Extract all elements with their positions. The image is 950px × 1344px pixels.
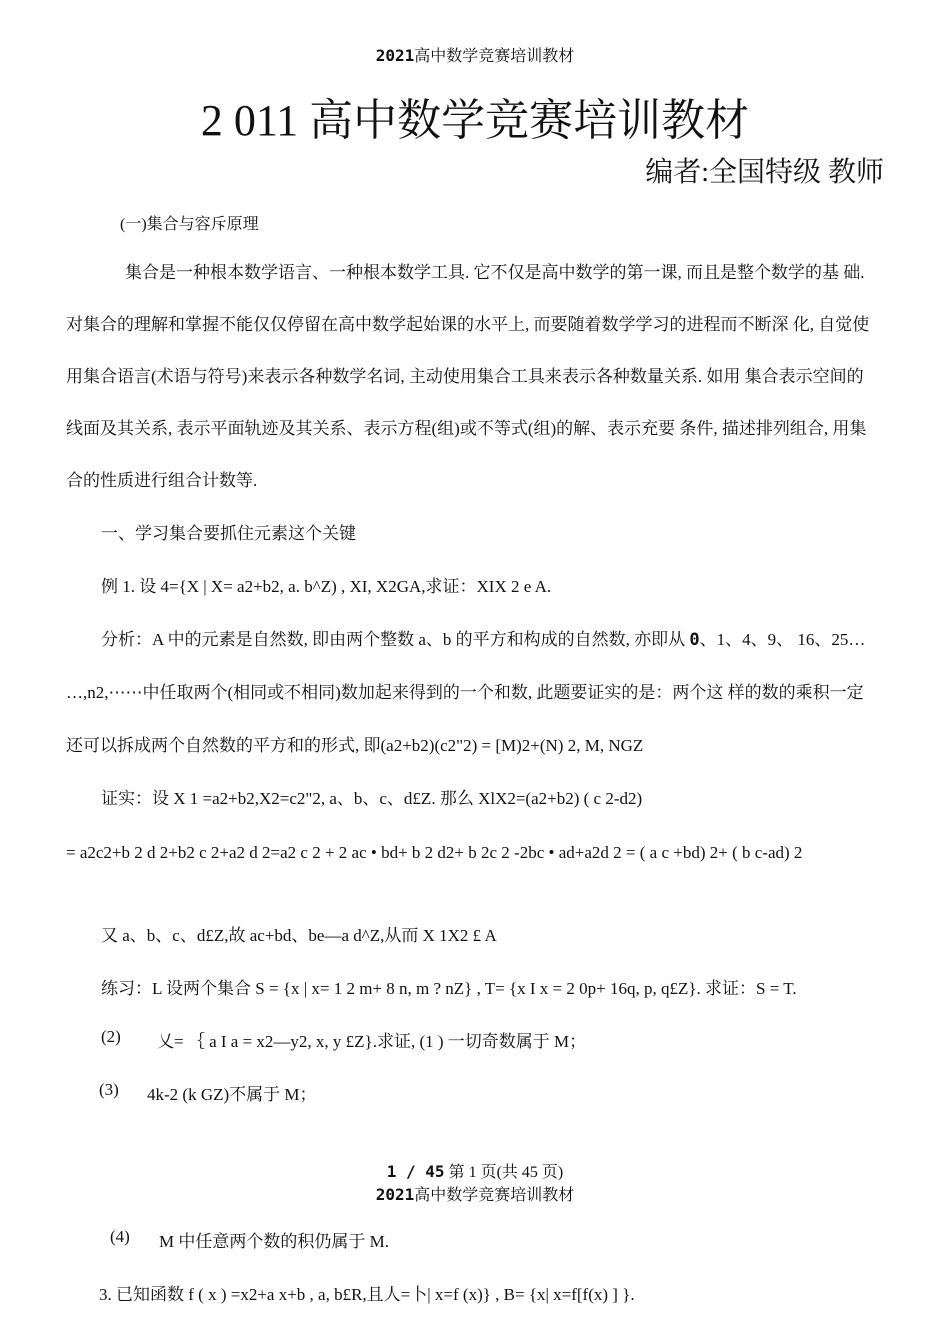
analysis-line-3: 还可以拆成两个自然数的平方和的形式, 即(a2+b2)(c2"2) = [M)2+(N) 2, M, NGZ — [66, 736, 644, 755]
intro-line-3: 用集合语言(术语与符号)来表示各种数学名词, 主动使用集合工具来表示各种数量关系. 如用 集合表示空间的 — [66, 367, 864, 386]
example-1: 例 1. 设 4={X | X= a2+b2, a. b^Z) , XI, X2GA,求证：XIX 2 e A. — [101, 577, 552, 596]
header-title: 高中数学竞赛培训教材 — [414, 48, 575, 65]
header-2-title: 高中数学竞赛培训教材 — [414, 1187, 575, 1204]
page-number: 1 / 45 — [386, 1162, 445, 1181]
analysis-text-b: 、1、4、9、 16、25… — [699, 630, 866, 649]
proof-line-3: 又 a、b、c、d£Z,故 ac+bd、be—a d^Z,从而 X 1X2 £ A — [101, 926, 497, 945]
item-4-number: (4) — [110, 1227, 130, 1246]
page-count-text: 第 1 页(共 45 页) — [448, 1164, 564, 1181]
analysis-zero: 0 — [689, 630, 700, 650]
running-header — [0, 43, 950, 66]
item-5: 3. 已知函数 f ( x ) =x2+a x+b , a, b£R,且人=卜| x=f (x)} , B= {x| x=f[f(x) ] }. — [99, 1285, 635, 1304]
item-2-text: 乂= ｛ a I a = x2—y2, x, y £Z}.求证, (1 ) 一切奇数属于 M； — [157, 1032, 587, 1051]
proof-line-2: = a2c2+b 2 d 2+b2 c 2+a2 d 2=a2 c 2 + 2 ac • bd+ b 2 d2+ b 2c 2 -2bc • ad+a2d 2 = ( a c +bd) 2+ ( b c-ad) 2 — [66, 843, 803, 862]
intro-line-2: 对集合的理解和掌握不能仅仅停留在高中数学起始课的水平上, 而要随着数学学习的进程而不断深 化, 自觉使 — [66, 315, 870, 334]
heading-key-elements: 一、学习集合要抓住元素这个关键 — [101, 524, 356, 543]
page-footer — [0, 1159, 950, 1182]
section-heading: (一)集合与容斥原理 — [120, 216, 259, 233]
analysis-text-a: 分析：A 中的元素是自然数, 即由两个整数 a、b 的平方和构成的自然数, 亦即从 — [101, 630, 690, 649]
item-4-text: M 中任意两个数的积仍属于 M. — [159, 1232, 389, 1251]
analysis-line-2: …,n2,⋯⋯中任取两个(相同或不相同)数加起来得到的一个和数, 此题要证实的是：两个这 样的数的乘积一定 — [66, 683, 864, 702]
intro-line-5: 合的性质进行组合计数等. — [66, 471, 258, 490]
intro-line-4: 线面及其关系, 表示平面轨迹及其关系、表示方程(组)或不等式(组)的解、表示充要 条件, 描述排列组合, 用集 — [66, 419, 867, 438]
document-title: 2 011 高中数学竞赛培训教材 — [200, 96, 750, 145]
analysis-line-1 — [101, 625, 865, 650]
header-year: 2021 — [375, 46, 415, 65]
proof-line-1: 证实：设 X 1 =a2+b2,X2=c2"2, a、b、c、d£Z. 那么 XlX2=(a2+b2) ( c 2-d2) — [101, 789, 643, 808]
exercise-1: 练习：L 设两个集合 S = {x | x= 1 2 m+ 8 n, m ? nZ} , T= {x I x = 2 0p+ 16q, p, q£Z}. 求证：S = T. — [101, 979, 797, 998]
item-2-number: (2) — [101, 1027, 121, 1046]
intro-line-1: 集合是一种根本数学语言、一种根本数学工具. 它不仅是高中数学的第一课, 而且是整个数学的基 础. — [125, 263, 865, 282]
item-3-text: 4k-2 (k GZ)不属于 M； — [147, 1085, 317, 1104]
item-3-number: (3) — [99, 1080, 119, 1099]
document-author: 编者:全国特级 教师 — [645, 157, 884, 188]
running-header-2 — [0, 1182, 950, 1205]
header-2-year: 2021 — [375, 1185, 415, 1204]
